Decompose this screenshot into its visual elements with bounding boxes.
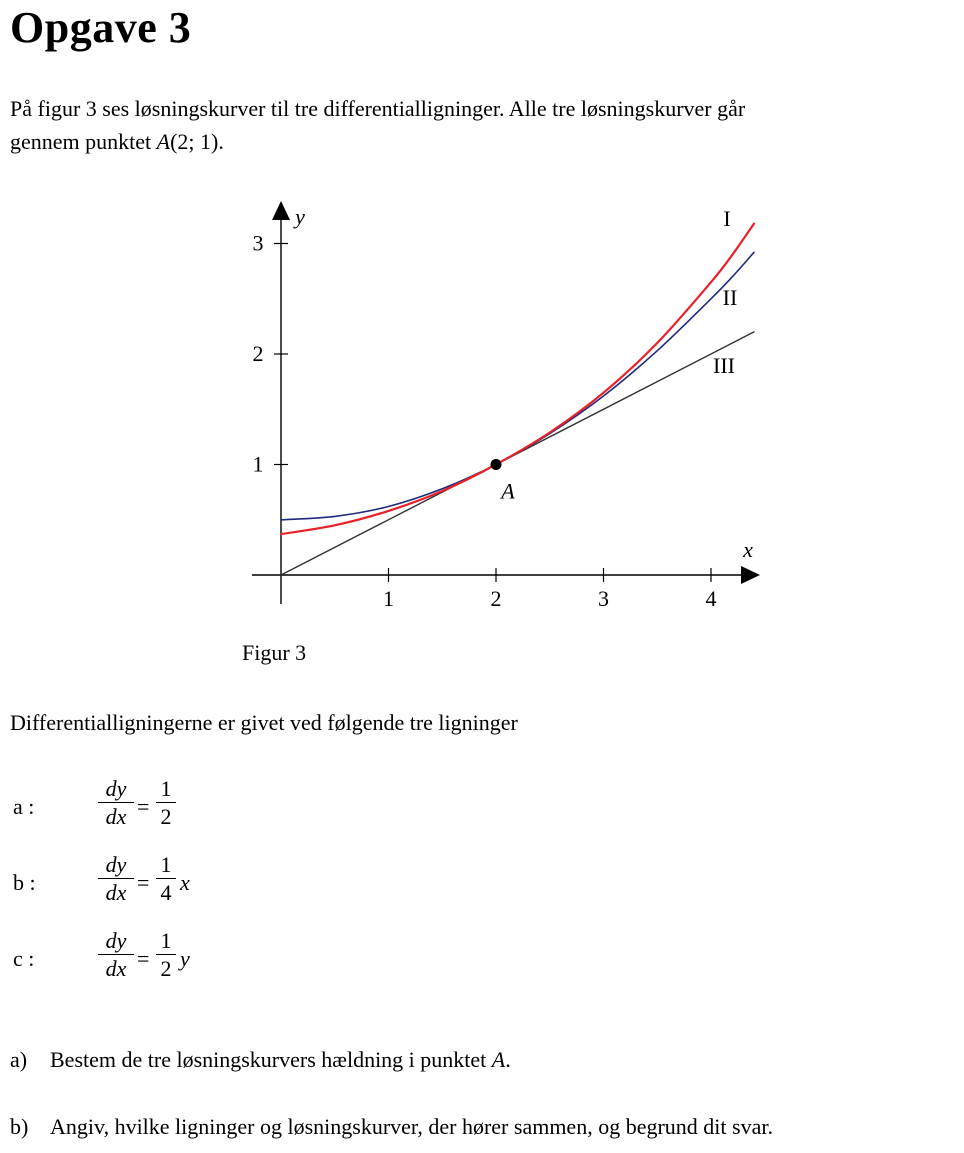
y-axis-label: y	[295, 204, 305, 229]
point-a-marker	[491, 459, 502, 470]
derivative-numerator: dy	[105, 852, 127, 877]
x-tick-label: 2	[490, 586, 502, 611]
equation-label-letter: a	[13, 794, 23, 819]
intro-text	[10, 92, 955, 158]
chart-labels	[253, 204, 754, 611]
constant-numerator: 1	[160, 852, 172, 877]
curve-label-ii: II	[722, 285, 738, 310]
constant-denominator: 4	[160, 880, 172, 905]
equation-b-variable: x	[180, 870, 190, 895]
curve-label-i: I	[723, 206, 731, 231]
x-tick-label: 1	[383, 586, 394, 611]
question-b	[10, 1114, 773, 1140]
curve-i	[281, 224, 754, 534]
equation-label-colon: :	[29, 870, 36, 895]
constant-denominator: 2	[160, 956, 172, 981]
derivative-denominator: dx	[105, 804, 127, 829]
point-coords: (2; 1).	[170, 129, 224, 154]
equations-lead: Differentialligningerne er givet ved følgende tre ligninger	[10, 710, 518, 735]
question-variable: A	[491, 1047, 506, 1072]
question-label: a)	[10, 1047, 28, 1072]
derivative-numerator: dy	[105, 776, 127, 801]
equation-label-colon: :	[28, 794, 35, 819]
intro-line-2-prefix: gennem punktet	[10, 129, 157, 154]
x-tick-label: 3	[598, 586, 609, 611]
equation-b-label	[13, 870, 36, 896]
y-tick-label: 2	[252, 341, 264, 366]
equation-a-equals: =	[137, 794, 150, 819]
chart-axes	[252, 201, 760, 604]
curve-iii	[281, 332, 754, 575]
page-title: Opgave 3	[10, 3, 192, 52]
y-axis-arrow-icon	[272, 201, 290, 220]
question-a	[10, 1047, 511, 1073]
question-label: b)	[10, 1114, 29, 1139]
curve-ii	[281, 252, 754, 520]
equation-label-colon: :	[28, 946, 35, 971]
equation-label-letter: c	[13, 946, 23, 971]
question-text: Bestem de tre løsningskurvers hældning i punktet	[50, 1047, 492, 1072]
equation-a-constant	[156, 777, 176, 829]
x-axis-label: x	[743, 537, 753, 562]
question-end: .	[505, 1047, 511, 1072]
y-tick-label: 1	[252, 451, 264, 477]
figure-caption: Figur 3	[242, 640, 307, 665]
equation-label-letter: b	[13, 870, 24, 895]
x-axis-arrow-icon	[741, 566, 760, 584]
constant-numerator: 1	[160, 928, 172, 953]
point-name: A	[156, 129, 171, 154]
equation-c-variable: y	[180, 946, 190, 971]
equation-a-derivative	[98, 777, 134, 829]
equation-b-constant	[156, 853, 176, 905]
equation-c-label	[13, 946, 34, 972]
derivative-denominator: dx	[105, 880, 127, 905]
y-tick-label: 3	[252, 230, 264, 256]
derivative-numerator: dy	[105, 928, 127, 953]
derivative-denominator: dx	[105, 956, 127, 981]
curve-label-iii: III	[713, 353, 735, 378]
equation-b-equals: =	[137, 870, 150, 895]
chart-curves	[281, 224, 754, 575]
x-tick-label: 4	[705, 586, 717, 611]
intro-line-1: På figur 3 ses løsningskurver til tre differentialligninger. Alle tre løsningskurver går	[10, 96, 746, 121]
equation-c-equals: =	[137, 946, 150, 971]
constant-numerator: 1	[160, 776, 172, 801]
constant-denominator: 2	[160, 804, 172, 829]
equation-c-derivative	[98, 929, 134, 981]
equation-a-label	[13, 794, 34, 820]
equation-c-constant	[156, 929, 176, 981]
point-a-label: A	[501, 478, 515, 504]
question-text: Angiv, hvilke ligninger og løsningskurver, der hører sammen, og begrund dit svar.	[50, 1114, 773, 1139]
equation-b-derivative	[98, 853, 134, 905]
